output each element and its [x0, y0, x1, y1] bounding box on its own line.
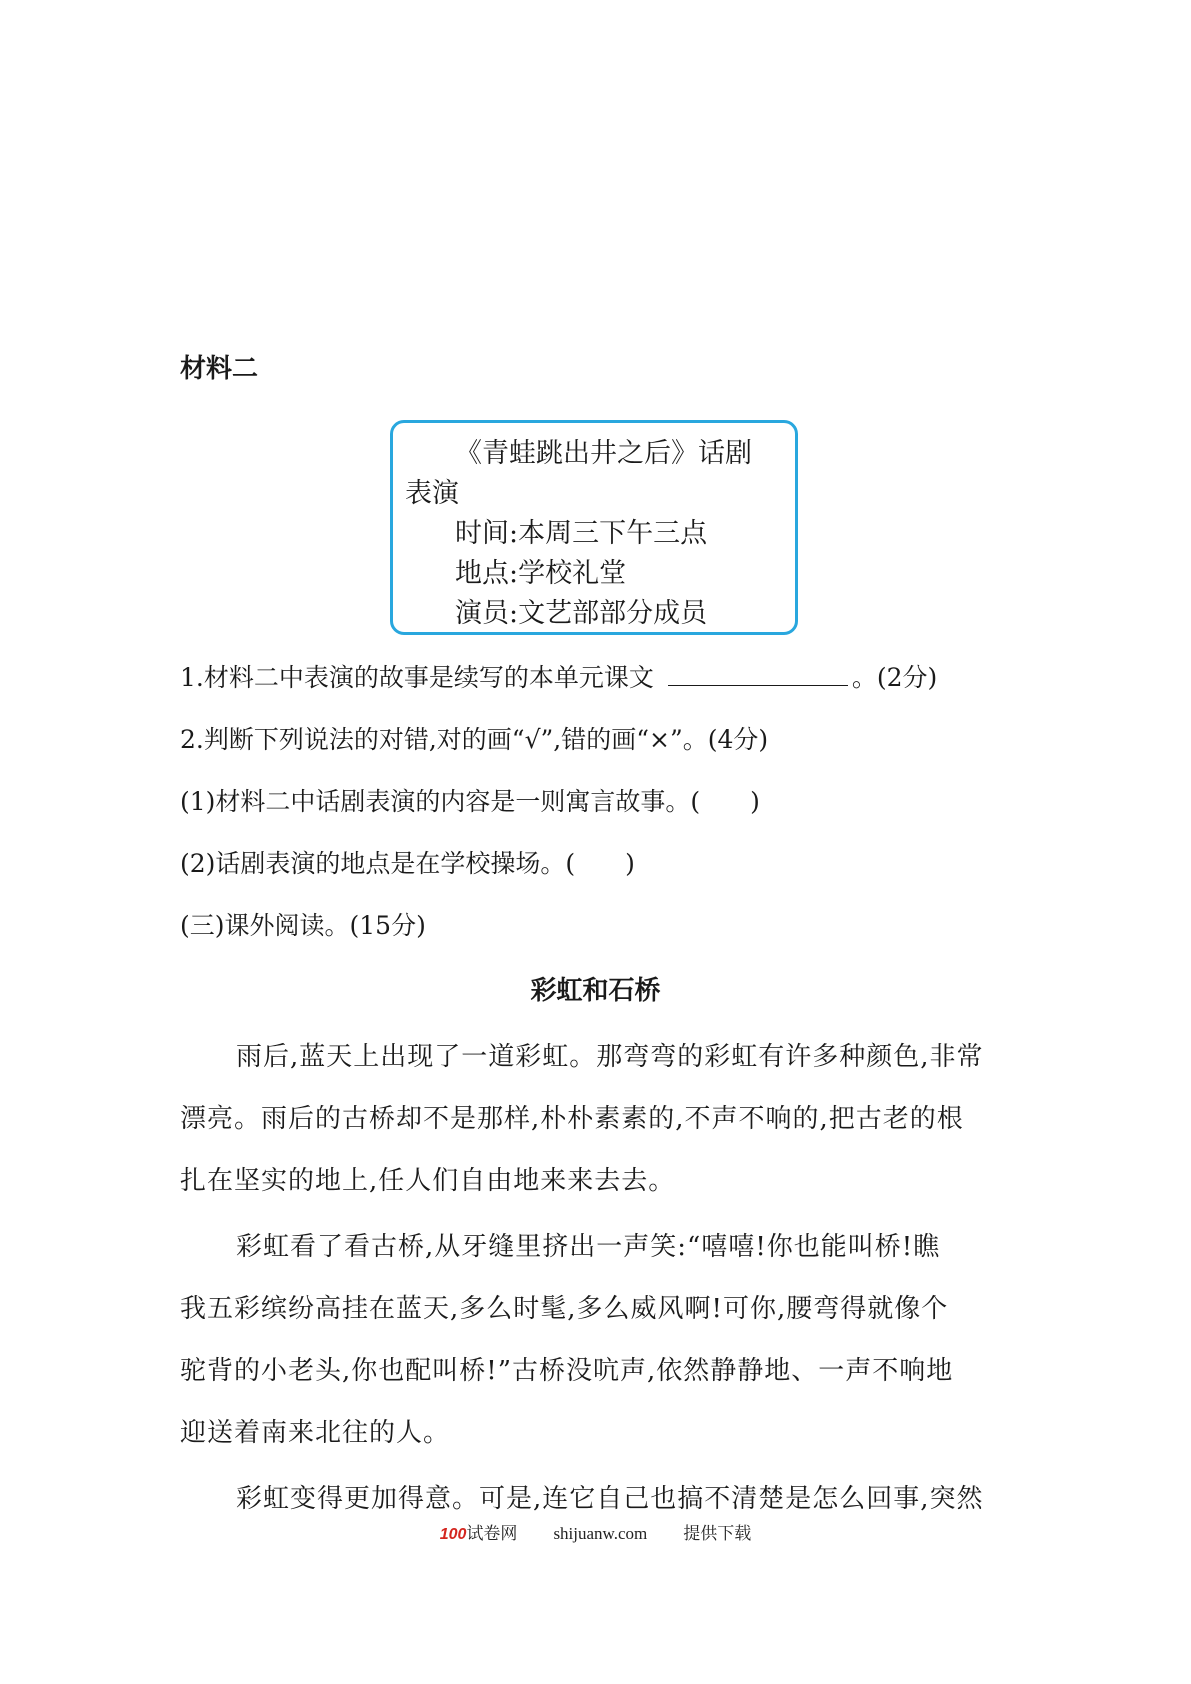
notice-box: [390, 420, 798, 635]
story-line: 我五彩缤纷高挂在蓝天,多么时髦,多么威风啊!可你,腰弯得就像个: [180, 1294, 949, 1324]
notice-place: 地点:学校礼堂: [455, 558, 627, 589]
answer-blank[interactable]: [668, 665, 848, 686]
question-1-text: 1.材料二中表演的故事是续写的本单元课文: [180, 663, 654, 692]
story-line: 驼背的小老头,你也配叫桥!”古桥没吭声,依然静静地、一声不响地: [180, 1356, 954, 1386]
section-title: 材料二: [180, 354, 259, 384]
story-line: 雨后,蓝天上出现了一道彩虹。那弯弯的彩虹有许多种颜色,非常: [236, 1042, 984, 1072]
notice-title-line1: 《青蛙跳出井之后》话剧: [455, 438, 752, 469]
site-logo: 100: [439, 1526, 467, 1543]
question-2-2: [180, 844, 635, 880]
question-2-2-text: (2)话剧表演的地点是在学校操场。(: [180, 849, 576, 878]
notice-title-line2: 表演: [405, 478, 459, 509]
question-2-1-text: (1)材料二中话剧表演的内容是一则寓言故事。(: [180, 787, 701, 816]
footer: [0, 1519, 1191, 1544]
question-2: 2.判断下列说法的对错,对的画“√”,错的画“×”。(4分): [180, 725, 769, 754]
close-paren: ): [625, 849, 635, 878]
story-line: 漂亮。雨后的古桥却不是那样,朴朴素素的,不声不响的,把古老的根: [180, 1104, 964, 1134]
story-line: 彩虹变得更加得意。可是,连它自己也搞不清楚是怎么回事,突然: [236, 1484, 984, 1514]
story-line: 彩虹看了看古桥,从牙缝里挤出一声笑:“嘻嘻!你也能叫桥!瞧: [236, 1232, 941, 1262]
question-2-1: [180, 782, 760, 818]
question-1-score: 。(2分): [851, 663, 938, 692]
question-1: [180, 658, 937, 694]
site-name: 试卷网: [466, 1524, 518, 1543]
story-line: 扎在坚实的地上,任人们自由地来来去去。: [180, 1166, 676, 1196]
story-line: 迎送着南来北往的人。: [180, 1418, 451, 1448]
story-title: 彩虹和石桥: [530, 976, 661, 1006]
close-paren: ): [750, 787, 760, 816]
section-3-heading: (三)课外阅读。(15分): [180, 911, 426, 940]
download-note: 提供下载: [683, 1524, 752, 1543]
notice-time: 时间:本周三下午三点: [455, 518, 708, 549]
site-url[interactable]: shijuanw.com: [553, 1524, 648, 1543]
notice-cast: 演员:文艺部部分成员: [455, 598, 708, 629]
